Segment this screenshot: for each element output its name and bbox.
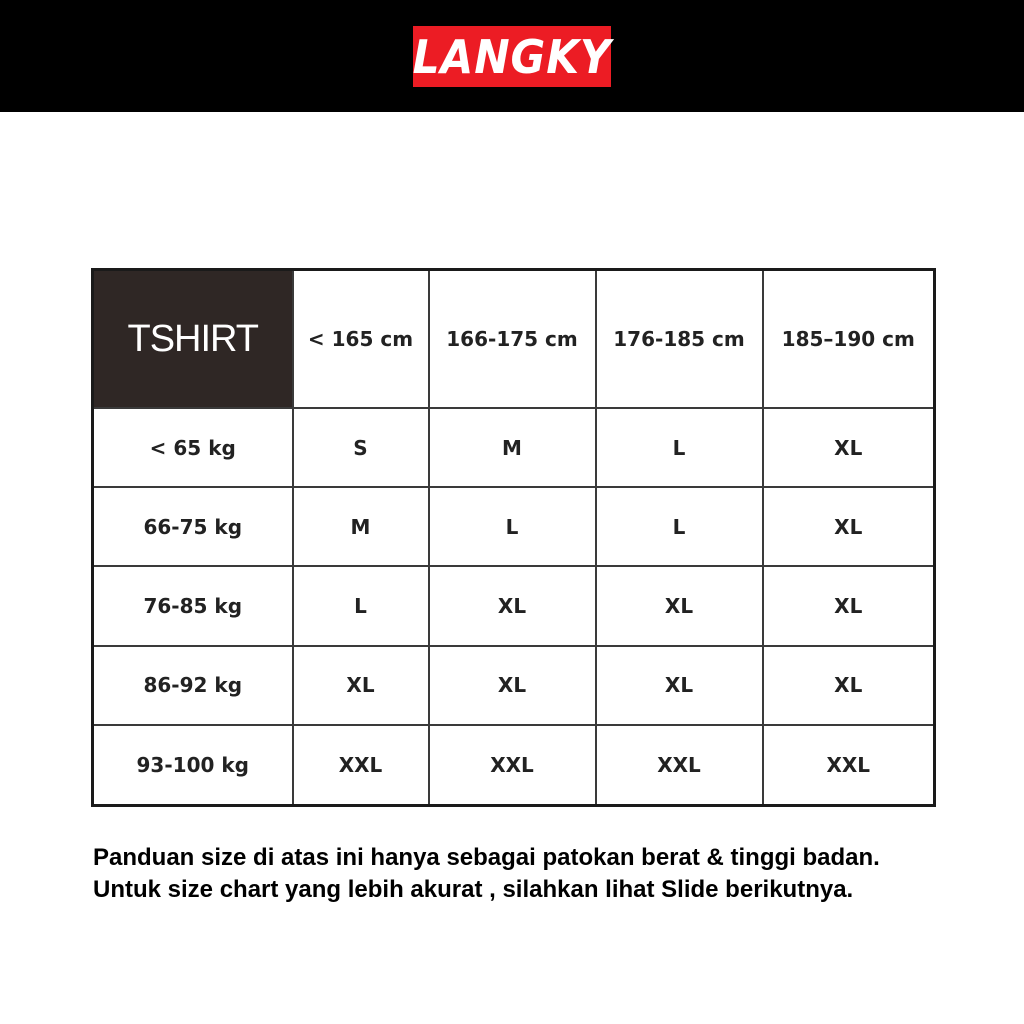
weight-label: < 65 kg — [93, 408, 293, 487]
size-cell: XL — [763, 487, 935, 566]
note-line-1: Panduan size di atas ini hanya sebagai patokan berat & tinggi badan. — [93, 844, 880, 871]
table-row — [93, 566, 935, 645]
table-row — [93, 725, 935, 806]
size-cell: XL — [429, 646, 596, 725]
size-cell: M — [293, 487, 429, 566]
size-cell: XXL — [429, 725, 596, 806]
size-cell: XL — [596, 566, 763, 645]
height-header: 166-175 cm — [429, 270, 596, 409]
size-cell: XXL — [293, 725, 429, 806]
size-chart-table — [91, 268, 936, 807]
size-cell: L — [293, 566, 429, 645]
weight-label: 93-100 kg — [93, 725, 293, 806]
size-cell: XXL — [596, 725, 763, 806]
size-cell: XL — [763, 566, 935, 645]
table-row — [93, 408, 935, 487]
table-row — [93, 646, 935, 725]
weight-label: 76-85 kg — [93, 566, 293, 645]
weight-label: 86-92 kg — [93, 646, 293, 725]
size-cell: L — [596, 408, 763, 487]
height-header: < 165 cm — [293, 270, 429, 409]
size-cell: L — [596, 487, 763, 566]
header-row — [93, 270, 935, 409]
size-cell: M — [429, 408, 596, 487]
weight-label: 66-75 kg — [93, 487, 293, 566]
size-cell: XL — [596, 646, 763, 725]
size-cell: XXL — [763, 725, 935, 806]
height-header: 185–190 cm — [763, 270, 935, 409]
size-cell: L — [429, 487, 596, 566]
brand-logo-text: LANGKY — [412, 29, 612, 84]
height-header: 176-185 cm — [596, 270, 763, 409]
size-guide-note — [93, 842, 973, 906]
top-banner — [0, 0, 1024, 112]
size-cell: XL — [429, 566, 596, 645]
note-line-2: Untuk size chart yang lebih akurat , silahkan lihat Slide berikutnya. — [93, 876, 854, 903]
size-cell: XL — [763, 646, 935, 725]
table-corner-label: TSHIRT — [93, 270, 293, 409]
brand-logo — [413, 26, 611, 87]
size-cell: XL — [763, 408, 935, 487]
size-cell: XL — [293, 646, 429, 725]
size-cell: S — [293, 408, 429, 487]
table-row — [93, 487, 935, 566]
